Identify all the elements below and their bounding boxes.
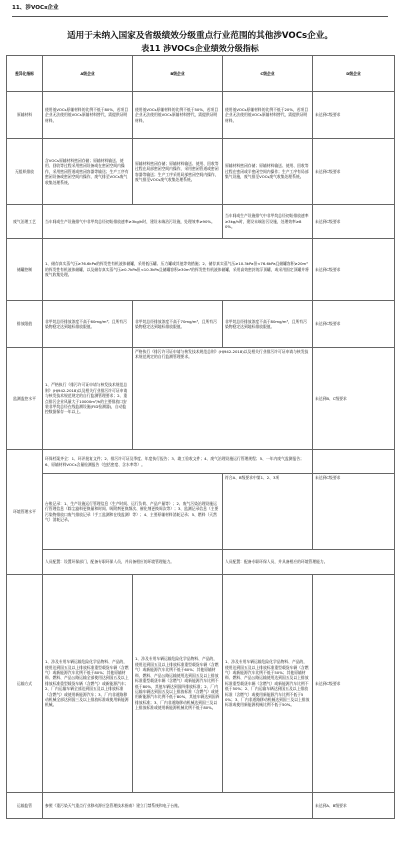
cell-env-ledger-d: 未达到C级要求 <box>313 474 395 550</box>
row-label-storage: 储罐控制 <box>7 239 43 301</box>
row-label-emission: 排放限值 <box>7 301 43 348</box>
table-header-row <box>7 56 395 92</box>
cell-supervision-d: 未达到A、B级要求 <box>313 793 395 819</box>
cell-raw-d: 未达到C级要求 <box>313 92 395 139</box>
cell-treat-ab: 当车间或生产设施排气中非甲烷总烃初始排放速率≥3kg/h时，建设末端治污设施，处理效率≥90%。 <box>43 205 223 239</box>
row-label-treatment: 废气治理工艺 <box>7 205 43 239</box>
table-row <box>7 348 395 450</box>
table-row <box>7 205 395 239</box>
section-heading: 11、涉VOCs企业 <box>12 5 59 11</box>
table-row <box>7 450 395 474</box>
cell-treat-c: 当车间或生产设施排气中非甲烷总烃初始排放速率≥3kg/h时，建设末端治污设施，处理效率≥80%。 <box>223 205 313 239</box>
cell-unorg-b: 原辅材料密闭存储；原辅材料输送、使用、回收等过程在局部密闭空间内操作，采用密闭管道或密闭容器等输送；生产工序采用局部密闭空间内操作，废气排至VOCs废气收集处理系统。 <box>133 139 223 205</box>
cell-unorg-a: 含VOCs原辅材料密闭存储；原辅材料输送、使用、回收等过程采用密闭设备或在密闭空间内操作，采用密闭管道或密闭容器等输送；生产工序有密闭设备或密闭空间内操作，废气排至VOCs废气收集处理系统。 <box>43 139 133 205</box>
cell-supervision-abc: 参照《重污染天气重点行业移动源应急管理技术指南》建立门禁系统和电子台账。 <box>43 793 313 819</box>
col-header-b: B级企业 <box>133 56 223 92</box>
table-row <box>7 793 395 819</box>
cell-monitor-bc: 严格执行《排污许可证申请与核发技术规范总则》(HJ942-2018)以及相关行业排污许可证申请与核发技术规范规定的自行监测管理要求。 <box>133 348 313 450</box>
row-label-monitoring: 监测监控水平 <box>7 348 43 450</box>
table-row <box>7 301 395 348</box>
cell-raw-c: 使用低VOCs原辅材料的比例不低于20%，若项目企业无法使用低VOCs原辅材料替代，需提供证明材料。 <box>223 92 313 139</box>
cell-emission-d: 未达到C级要求 <box>313 301 395 348</box>
cell-unorg-d: 未达到C级要求 <box>313 139 395 205</box>
table-row <box>7 139 395 205</box>
col-header-indicator: 差异化指标 <box>7 56 43 92</box>
cell-monitor-a: 1、严格执行《排污许可证申请与核发技术规范总则》(HJ942-2018)以及相关行业排污许可证申请与核发技术规范规定的自行监测管理要求；2、重点排污企业风量大于10000m³/h的主要排放口安装非甲烷总烃在线监测设施(FID检测器)，自动监控数据保存一年以上。 <box>43 348 133 450</box>
cell-treat-d: 未达到C级要求 <box>313 205 395 239</box>
row-label-raw-materials: 原辅材料 <box>7 92 43 139</box>
col-header-a: A级企业 <box>43 56 133 92</box>
cell-transport-d: 未达到C级要求 <box>313 575 395 793</box>
cell-storage-abc: 1、储存真实蒸气压≥76.6kPa的挥发性有机液体储罐，采用低压罐、压力罐或其他等效措施；2、储存真实蒸气压≥10.3kPa但<76.6kPa且储罐容积≥20m³的挥发性有机液体储罐，以及储存真实蒸气压≥0.7kPa但<10.3kPa且储罐容积≥30m³的挥发性有机液体储罐，采用高效密封的浮顶罐，或采用固定顶罐并将废气收集处理。 <box>43 239 313 301</box>
cell-env-ledger-c: 符合A、B级要求中第1、2、3项 <box>223 474 313 550</box>
grading-table <box>6 55 395 819</box>
cell-transport-a: 1、涉及专用车辆运输危险化学品物料、产品的，使用达到国五及以上排放标准重型载货车辆（含燃气）或新能源汽车比例不低于80%；其他原辅材料、燃料、产品公路运输全部使用达到国五及以上排放标准重型载货车辆（含燃气）或新能源汽车；2、厂内运输车辆全部达到国五及以上排放标准（含燃气）或使用新能源汽车；3、厂内非道路移动机械全部达到国三及以上排放标准或使用新能源机械。 <box>43 575 133 793</box>
col-header-d: D级企业 <box>313 56 395 92</box>
table-row <box>7 239 395 301</box>
cell-env-staff-ab: 人员配置：设置环保部门，配备专职环保人员，并具备相应的环境管理能力。 <box>43 550 223 575</box>
header-rule <box>12 16 388 17</box>
table-row <box>7 92 395 139</box>
table-title: 表11 涉VOCs企业绩效分级指标 <box>141 44 259 53</box>
cell-transport-c: 1、涉及专用车辆运输危险化学品物料、产品的，使用达到国五及以上排放标准重型载货车辆（含燃气）或新能源汽车比例不低于50%；其他原辅材料、燃料、产品公路运输使用达到国五及以上排放标准重型载货车辆（含燃气）或新能源汽车比例不低于50%；2、厂内运输车辆达到国五及以上排放标准（含燃气）或使用新能源汽车比例不低于50%；3、厂内非道路移动机械达到国三及以上排放标准或使用新能源机械比例不低于50%。 <box>223 575 313 793</box>
table-row <box>7 550 395 575</box>
cell-emission-a: 非甲烷总烃排放浓度不高于60mg/m³；且所有污染物稳定达到地标排放限值。 <box>43 301 133 348</box>
table-row <box>7 474 395 550</box>
cell-unorg-c: 原辅材料密闭存储；原辅材料输送、使用、回收等过程在密闭或半密闭空间内操作；生产工序有局部集气设施，废气排至VOCs废气收集处理系统。 <box>223 139 313 205</box>
cell-env-docs-abc: 环保档案齐全：1、环评批复文件；2、排污许可证及季度、年度执行报告；3、竣工验收文件；4、废气治理设施运行管理规程；5、一年内废气监测报告；6、原辅材料VOCs含量检测报告（包括密度、含水率等）。 <box>43 450 313 474</box>
row-label-supervision: 运输监管 <box>7 793 43 819</box>
cell-emission-c: 非甲烷总烃排放浓度不高于80mg/m³，且所有污染物稳定达到地标排放限值。 <box>223 301 313 348</box>
row-label-environment: 环境管理水平 <box>7 450 43 575</box>
applicability-heading: 适用于未纳入国家及省级绩效分级重点行业范围的其他涉VOCs企业。 <box>67 31 333 41</box>
row-label-transport: 运输方式 <box>7 575 43 793</box>
cell-raw-a: 使用低VOCs原辅材料的比例不低于80%，若项目企业无法使用低VOCs原辅材料替代，需提供证明材料。 <box>43 92 133 139</box>
table-row <box>7 575 395 793</box>
cell-monitor-d: 未达到B、C级要求 <box>313 348 395 450</box>
cell-env-ledger-ab: 台账记录：1、生产设施运行管理信息（生产时间、运行负荷、产品产量等）；2、废气污染治理设施运行管理信息（除尘滤料更换量和时间、吸附剂更换频次、催化剂更换周次等）；3、监测记录信息（主要污染物排放口废气排放记录（手工监测和在线监测）等）；4、主要原辅材料消耗记录；5、燃料（天然气）消耗记录。 <box>43 474 223 550</box>
col-header-c: C级企业 <box>223 56 313 92</box>
cell-transport-b: 1、涉及专用车辆运输危险化学品物料、产品的，使用达到国五及以上排放标准重型载货车辆（含燃气）或新能源汽车比例不低于60%；其他原辅材料、燃料、产品公路运输使用达到国五及以上排放标准重型载货车辆（含燃气）或新能源汽车比例不低于80%，其他车辆达到国四排放标准；2、厂内运输车辆达到国五及以上排放标准（含燃气）或使用新能源汽车比例不低于80%，其他车辆达到国四排放标准；3、厂内非道路移动机械达到国三及以上排放标准或使用新能源机械比例不低于80%。 <box>133 575 223 793</box>
cell-emission-b: 非甲烷总烃排放浓度不高于70mg/m³，且所有污染物稳定达到地标排放限值。 <box>133 301 223 348</box>
row-label-unorganized: 无组织排放 <box>7 139 43 205</box>
cell-env-staff-cd: 人员配置：配备专职环保人员，并具备相应的环境管理能力。 <box>223 550 395 575</box>
cell-storage-d: 未达到C级要求 <box>313 239 395 301</box>
cell-env-docs-d <box>313 450 395 474</box>
cell-raw-b: 使用低VOCs原辅材料的比例不低于50%，若项目企业无法使用低VOCs原辅材料替代，需提供证明材料。 <box>133 92 223 139</box>
